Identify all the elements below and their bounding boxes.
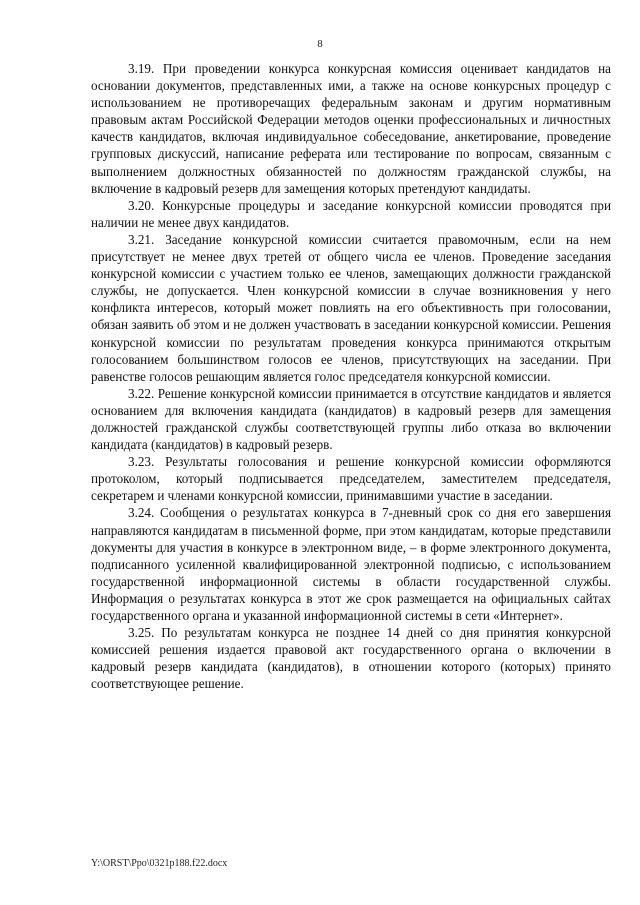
paragraph-3-20: 3.20. Конкурсные процедуры и заседание конкурсной комиссии проводятся при наличии не менее двух кандидатов. bbox=[91, 197, 611, 230]
paragraph-3-22: 3.22. Решение конкурсной комиссии принимается в отсутствие кандидатов и является основанием для включения кандидата (кандидатов) в кадровый резерв для замещения должностей гражданской службы соответствующей группы либо отказа во включении кандидата (кандидатов) в кадровый резерв. bbox=[91, 385, 611, 453]
paragraph-3-19: 3.19. При проведении конкурса конкурсная комиссия оценивает кандидатов на основании документов, представленных ими, а также на основе конкурсных процедур с использованием не противоречащих федеральным законам и другим нормативным правовым актам Российской Федерации методов оценки профессиональных и личностных качеств кандидатов, включая индивидуальное собеседование, анкетирование, проведение групповых дискуссий, написание реферата или тестирование по вопросам, связанным с выполнением должностных обязанностей по должностям гражданской службы, на включение в кадровый резерв для замещения которых претендуют кандидаты. bbox=[91, 61, 611, 196]
file-path-footer: Y:\ORST\Ppo\0321p188.f22.docx bbox=[91, 858, 228, 869]
paragraph-3-21: 3.21. Заседание конкурсной комиссии считается правомочным, если на нем присутствует не менее двух третей от общего числа ее членов. Проведение заседания конкурсной комиссии с участием только ее членов, замещающих должности гражданской службы, не допускается. Член конкурсной комиссии в случае возникновения у него конфликта интересов, который может повлиять на его объективность при голосовании, обязан заявить об этом и не должен участвовать в заседании конкурсной комиссии. Решения конкурсной комиссии по результатам проведения конкурса принимаются открытым голосованием большинством голосов ее членов, присутствующих на заседании. При равенстве голосов решающим является голос председателя конкурсной комиссии. bbox=[91, 231, 611, 384]
paragraph-3-25: 3.25. По результатам конкурса не позднее 14 дней со дня принятия конкурсной комиссией решения издается правовой акт государственного органа о включении в кадровый резерв кандидата (кандидатов), в отношении которого (которых) принято соответствующее решение. bbox=[91, 625, 611, 692]
paragraph-3-23: 3.23. Результаты голосования и решение конкурсной комиссии оформляются протоколом, который подписывается председателем, заместителем председателя, секретарем и членами конкурсной комиссии, принимавшими участие в заседании. bbox=[91, 454, 611, 504]
page-number: 8 bbox=[317, 38, 323, 50]
document-body bbox=[91, 60, 611, 692]
paragraph-3-24: 3.24. Сообщения о результатах конкурса в 7-дневный срок со дня его завершения направляются кандидатам в письменной форме, при этом кандидатам, которые представили документы для участия в конкурсе в электронном виде, – в форме электронного документа, подписанного усиленной квалифицированной электронной подписью, с использованием государственной информационной системы в области государственной службы. Информация о результатах конкурса в этот же срок размещается на официальных сайтах государственного органа и указанной информационной системы в сети «Интернет». bbox=[91, 505, 611, 623]
